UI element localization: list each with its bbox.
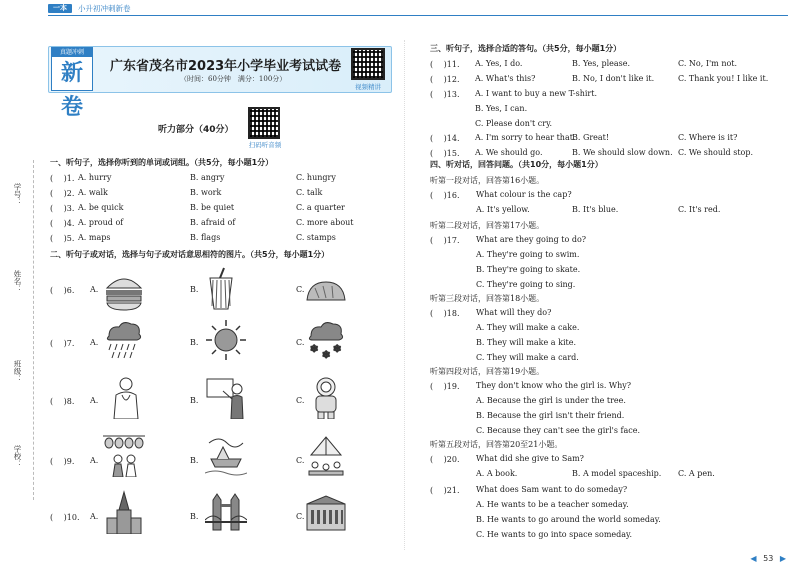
q9-option-a: A. <box>90 456 99 465</box>
q14-answer-blank[interactable]: ( )14. <box>430 134 460 143</box>
q7-option-b: B. <box>190 338 199 347</box>
series-name: 小升初冲刺新卷 <box>78 4 131 13</box>
q12-answer-blank[interactable]: ( )12. <box>430 75 460 84</box>
q3-option-c: C. a quarter <box>296 203 345 212</box>
q21-option-a: A. He wants to be a teacher someday. <box>476 500 629 509</box>
q14-option-c: C. Where is it? <box>678 133 738 142</box>
svg-text:❄: ❄ <box>310 344 319 355</box>
q21-question: What does Sam want to do someday? <box>476 485 628 494</box>
q17-option-a: A. They're going to swim. <box>476 250 580 259</box>
q7-answer-blank[interactable]: ( )7. <box>50 339 75 348</box>
q19-option-c: C. Because they can't see the girl's face. <box>476 426 641 435</box>
doctor-image <box>105 375 147 419</box>
drink-cup-image <box>200 266 242 310</box>
q3-answer-blank[interactable]: ( )3. <box>50 204 75 213</box>
q16-option-c: C. It's red. <box>678 205 721 214</box>
dialogue-d4-instruction: 听第四段对话，回答第19小题。 <box>430 367 545 376</box>
q3-option-b: B. be quiet <box>190 203 235 212</box>
snow-cloud-image <box>305 318 347 362</box>
q17-answer-blank[interactable]: ( )17. <box>430 236 460 245</box>
exam-subtitle: （时间：60分钟 满分：100分） <box>180 75 287 83</box>
q17-option-c: C. They're going to sing. <box>476 280 576 289</box>
q15-answer-blank[interactable]: ( )15. <box>430 149 460 158</box>
q13-option-b: B. Yes, I can. <box>475 104 528 113</box>
q10-answer-blank[interactable]: ( )10. <box>50 513 80 522</box>
q2-option-c: C. talk <box>296 188 323 197</box>
q11-option-a: A. Yes, I do. <box>475 59 523 68</box>
q15-option-a: A. We should go. <box>475 148 543 157</box>
q18-option-a: A. They will make a cake. <box>476 323 580 332</box>
bread-image <box>305 268 347 312</box>
class-label: 班级： <box>13 360 22 383</box>
q10-option-a: A. <box>90 512 99 521</box>
next-page-icon[interactable]: ▶ <box>779 554 786 563</box>
listening-title: 听力部分（40分） <box>158 125 234 135</box>
dragon-boat-image <box>205 433 247 477</box>
q14-option-b: B. Great! <box>572 133 610 142</box>
q6-answer-blank[interactable]: ( )6. <box>50 286 75 295</box>
q21-option-c: C. He wants to go into space someday. <box>476 530 633 539</box>
video-qr-label: 视频精讲 <box>355 83 381 91</box>
name-label: 姓名： <box>13 270 22 293</box>
tower-bridge-image <box>205 490 247 534</box>
q8-option-b: B. <box>190 396 199 405</box>
q18-option-b: B. They will make a kite. <box>476 338 577 347</box>
sun-image <box>205 318 247 362</box>
dialogue-d1-instruction: 听第一段对话，回答第16小题。 <box>430 176 545 185</box>
q12-option-a: A. What's this? <box>475 74 536 83</box>
q9-option-c: C. <box>296 456 305 465</box>
q19-question: They don't know who the girl is. Why? <box>476 381 632 390</box>
q4-option-c: C. more about <box>296 218 354 227</box>
palace-image <box>305 490 347 534</box>
page-nav <box>750 554 786 563</box>
q2-answer-blank[interactable]: ( )2. <box>50 189 75 198</box>
q13-option-c: C. Please don't cry. <box>475 119 553 128</box>
page-number: 53 <box>763 554 774 563</box>
q20-option-b: B. A model spaceship. <box>572 469 662 478</box>
lanterns-image <box>103 433 145 477</box>
q1-option-a: A. hurry <box>78 173 112 182</box>
rain-cloud-image <box>103 318 145 362</box>
q4-answer-blank[interactable]: ( )4. <box>50 219 75 228</box>
dialogue-d3-instruction: 听第三段对话，回答第18小题。 <box>430 294 545 303</box>
cathedral-image <box>103 490 145 534</box>
svg-text:❄: ❄ <box>333 344 342 355</box>
q16-option-a: A. It's yellow. <box>476 205 530 214</box>
video-qr-code[interactable] <box>351 48 385 80</box>
q19-option-b: B. Because the girl isn't their friend. <box>476 411 625 420</box>
binding-line <box>33 160 34 500</box>
q11-option-b: B. Yes, please. <box>572 59 631 68</box>
section2-title: 二、听句子或对话，选择与句子或对话意思相符的图片。（共5分，每小题1分） <box>50 250 330 259</box>
q18-question: What will they do? <box>476 308 552 317</box>
q2-option-b: B. work <box>190 188 222 197</box>
q2-option-a: A. walk <box>78 188 108 197</box>
q9-answer-blank[interactable]: ( )9. <box>50 457 75 466</box>
dialogue-d2-instruction: 听第二段对话，回答第17小题。 <box>430 221 545 230</box>
q1-option-c: C. hungry <box>296 173 336 182</box>
q18-option-c: C. They will make a card. <box>476 353 579 362</box>
q19-answer-blank[interactable]: ( )19. <box>430 382 460 391</box>
page-divider <box>404 40 405 550</box>
q20-option-a: A. A book. <box>476 469 518 478</box>
q11-option-c: C. No, I'm not. <box>678 59 738 68</box>
burger-image <box>103 268 145 312</box>
q5-answer-blank[interactable]: ( )5. <box>50 234 75 243</box>
q11-answer-blank[interactable]: ( )11. <box>430 60 460 69</box>
section3-title: 三、听句子，选择合适的答句。（共5分，每小题1分） <box>430 44 622 53</box>
school-label: 学校： <box>13 445 22 468</box>
q20-option-c: C. A pen. <box>678 469 715 478</box>
q8-option-a: A. <box>90 396 99 405</box>
badge-big: 新卷 <box>60 61 83 120</box>
section1-title: 一、听句子，选择你听到的单词或词组。（共5分，每小题1分） <box>50 158 274 167</box>
audio-qr-label: 扫码听音频 <box>248 141 282 149</box>
q6-option-c: C. <box>296 285 305 294</box>
series-tag: 一本 <box>48 4 72 13</box>
q16-answer-blank[interactable]: ( )16. <box>430 191 460 200</box>
q10-option-b: B. <box>190 512 199 521</box>
q15-option-b: B. We should slow down. <box>572 148 673 157</box>
q17-option-b: B. They're going to skate. <box>476 265 581 274</box>
q13-answer-blank[interactable]: ( )13. <box>430 90 460 99</box>
q16-question: What colour is the cap? <box>476 190 572 199</box>
q8-answer-blank[interactable]: ( )8. <box>50 397 75 406</box>
q12-option-b: B. No, I don't like it. <box>572 74 655 83</box>
q6-option-a: A. <box>90 285 99 294</box>
astronaut-image <box>305 375 347 419</box>
q1-option-b: B. angry <box>190 173 225 182</box>
q16-option-b: B. It's blue. <box>572 205 619 214</box>
student-id-label: 学号： <box>13 183 22 206</box>
q7-option-c: C. <box>296 338 305 347</box>
q4-option-a: A. proud of <box>78 218 124 227</box>
q10-option-c: C. <box>296 512 305 521</box>
q5-option-a: A. maps <box>78 233 111 242</box>
q20-question: What did she give to Sam? <box>476 454 584 463</box>
q4-option-b: B. afraid of <box>190 218 236 227</box>
q17-question: What are they going to do? <box>476 235 587 244</box>
q14-option-a: A. I'm sorry to hear that. <box>475 133 576 142</box>
dialogue-d5-instruction: 听第五段对话，回答第20至21小题。 <box>430 440 563 449</box>
section4-title: 四、听对话，回答问题。（共10分，每小题1分） <box>430 160 603 169</box>
q12-option-c: C. Thank you! I like it. <box>678 74 769 83</box>
q5-option-b: B. flags <box>190 233 221 242</box>
q8-option-c: C. <box>296 396 305 405</box>
badge-top: 真题冲刺 <box>52 48 92 57</box>
exam-badge <box>51 47 93 120</box>
q15-option-c: C. We should stop. <box>678 148 754 157</box>
q5-option-c: C. stamps <box>296 233 336 242</box>
q9-option-b: B. <box>190 456 199 465</box>
q18-answer-blank[interactable]: ( )18. <box>430 309 460 318</box>
q20-answer-blank[interactable]: ( )20. <box>430 455 460 464</box>
series-header <box>48 3 131 14</box>
svg-text:❄: ❄ <box>322 350 331 361</box>
audio-qr-code[interactable] <box>248 107 280 139</box>
q21-option-b: B. He wants to go around the world someday. <box>476 515 661 524</box>
q21-answer-blank[interactable]: ( )21. <box>430 486 460 495</box>
exam-title: 广东省茂名市2023年小学毕业考试试卷 <box>110 59 342 74</box>
q3-option-a: A. be quick <box>78 203 124 212</box>
picnic-image <box>305 433 347 477</box>
prev-page-icon[interactable]: ◀ <box>750 554 757 563</box>
teacher-board-image <box>205 375 247 419</box>
header-rule <box>48 15 788 16</box>
q6-option-b: B. <box>190 285 199 294</box>
q7-option-a: A. <box>90 338 99 347</box>
q19-option-a: A. Because the girl is under the tree. <box>476 396 626 405</box>
q13-option-a: A. I want to buy a new T-shirt. <box>475 89 597 98</box>
q1-answer-blank[interactable]: ( )1. <box>50 174 75 183</box>
